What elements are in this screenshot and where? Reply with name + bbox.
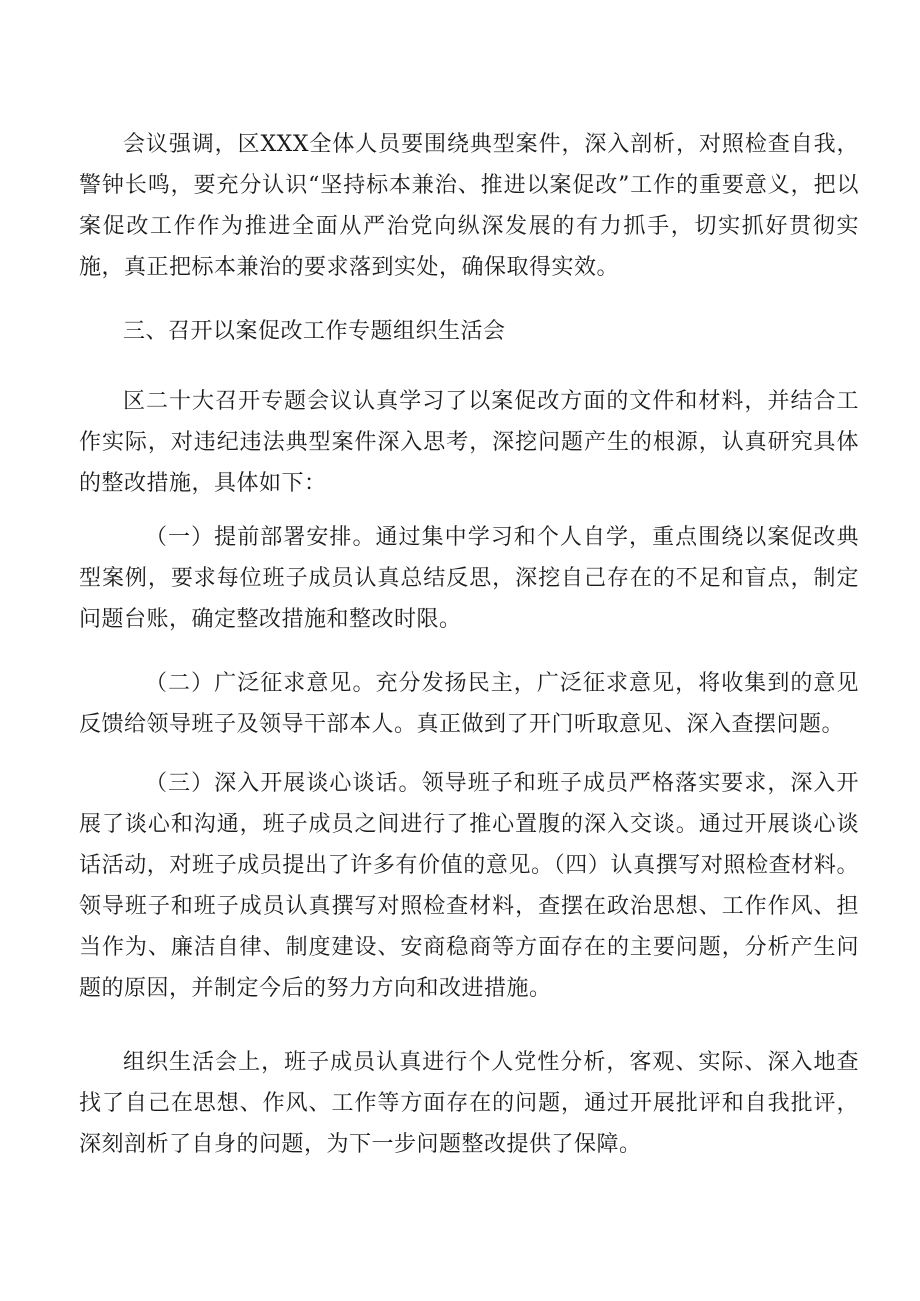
- paragraph-special-meeting: 区二十大召开专题会议认真学习了以案促改方面的文件和材料，并结合工作实际，对违纪违法典型案件深入思考，深挖问题产生的根源，认真研究具体的整改措施，具体如下：: [79, 389, 859, 496]
- paragraph-item-two: （二）广泛征求意见。充分发扬民主，广泛征求意见，将收集到的意见反馈给领导班子及领导干部本人。真正做到了开门听取意见、深入查摆问题。: [79, 671, 859, 737]
- paragraph-meeting-emphasis: 会议强调，区XXX全体人员要围绕典型案件，深入剖析，对照检查自我，警钟长鸣，要充分认识“坚持标本兼治、推进以案促改”工作的重要意义，把以案促改工作作为推进全面从严治党向纵深发展的有力抓手，切实抓好贯彻实施，真正把标本兼治的要求落到实处，确保取得实效。: [79, 132, 859, 280]
- section-heading-three: 三、召开以案促改工作专题组织生活会: [123, 319, 506, 344]
- paragraph-life-meeting: 组织生活会上，班子成员认真进行个人党性分析，客观、实际、深入地查找了自己在思想、作风、工作等方面存在的问题，通过开展批评和自我批评，深刻剖析了自身的问题，为下一步问题整改提供了保障。: [79, 1050, 859, 1157]
- paragraph-item-one: （一）提前部署安排。通过集中学习和个人自学，重点围绕以案促改典型案例，要求每位班子成员认真总结反思，深挖自己存在的不足和盲点，制定问题台账，确定整改措施和整改时限。: [79, 525, 859, 632]
- paragraph-item-three-four: （三）深入开展谈心谈话。领导班子和班子成员严格落实要求，深入开展了谈心和沟通，班子成员之间进行了推心置腹的深入交谈。通过开展谈心谈话活动，对班子成员提出了许多有价值的意见。（四）认真撰写对照检查材料。领导班子和班子成员认真撰写对照检查材料，查摆在政治思想、工作作风、担当作为、廉洁自律、制度建设、安商稳商等方面存在的主要问题，分析产生问题的原因，并制定今后的努力方向和改进措施。: [79, 771, 859, 1001]
